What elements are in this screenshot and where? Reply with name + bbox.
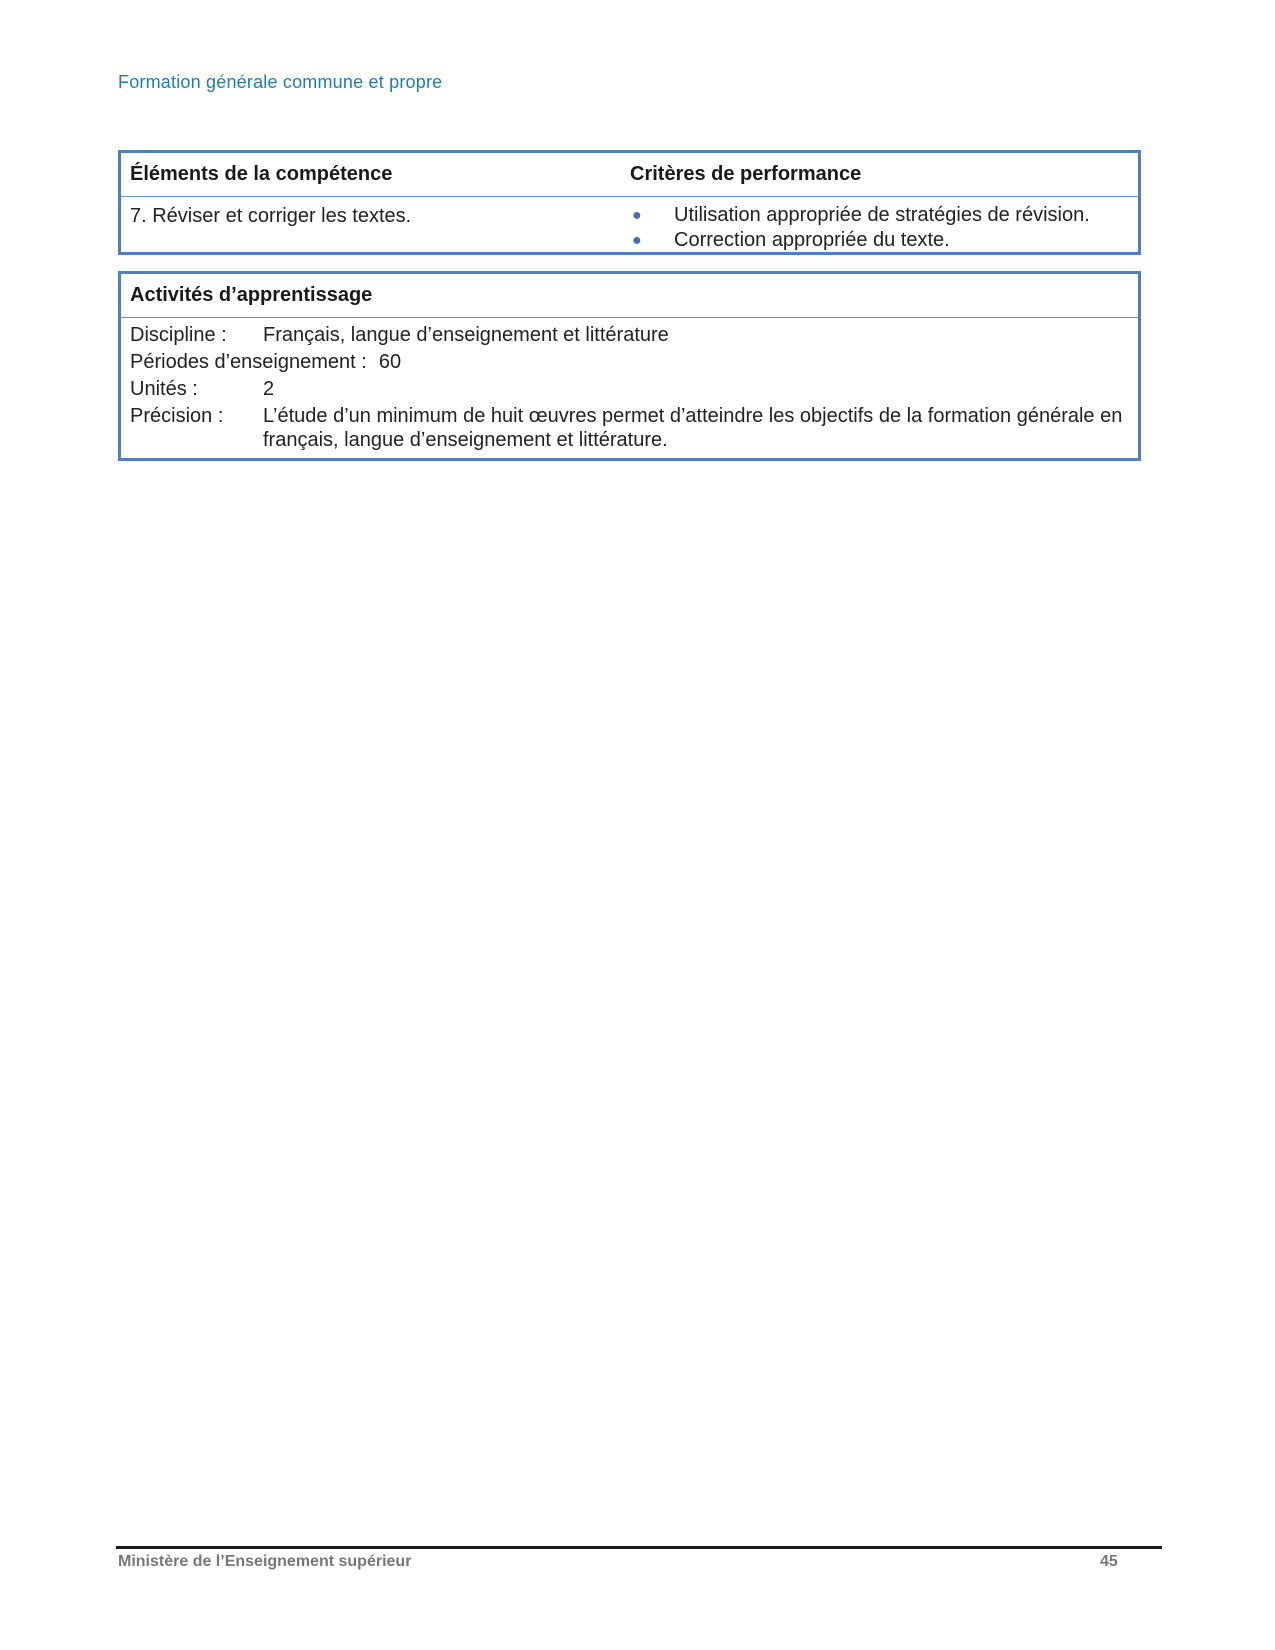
unites-value: 2 (263, 378, 275, 400)
periodes-value: 60 (378, 351, 402, 373)
criteria-text: Correction appropriée du texte. (674, 229, 950, 251)
unites-row (130, 376, 1129, 403)
footer-divider (116, 1546, 1162, 1549)
elements-header: Éléments de la compétence (130, 163, 393, 185)
bullet-icon: ● (632, 232, 642, 249)
criteres-header: Critères de performance (630, 163, 862, 185)
discipline-row (130, 322, 1129, 349)
criteria-text: Utilisation appropriée de stratégies de révision. (674, 204, 1090, 226)
competence-table-body (121, 197, 1138, 253)
periodes-label: Périodes d’enseignement : (130, 351, 367, 373)
footer-ministry: Ministère de l’Enseignement supérieur (118, 1553, 412, 1570)
bullet-icon: ● (632, 207, 642, 224)
precision-value: L’étude d’un minimum de huit œuvres permet d’atteindre les objectifs de la formation générale en français, langue d’enseignement et littérature. (263, 405, 1123, 451)
page-number: 45 (1100, 1553, 1118, 1570)
precision-label: Précision : (130, 405, 224, 427)
criteria-list (630, 203, 1138, 253)
criteria-cell (630, 203, 1138, 253)
discipline-value: Français, langue d’enseignement et littérature (263, 324, 669, 346)
competence-table (118, 150, 1141, 255)
periodes-row (130, 349, 1129, 376)
precision-row (130, 403, 1129, 452)
competence-table-header (121, 153, 1138, 197)
criteria-item (630, 203, 1138, 228)
unites-label: Unités : (130, 378, 198, 400)
activities-box (118, 271, 1141, 461)
criteria-item (630, 228, 1138, 253)
activities-body (121, 318, 1138, 452)
activities-title: Activités d’apprentissage (121, 274, 1138, 318)
discipline-label: Discipline : (130, 324, 227, 346)
element-text: 7. Réviser et corriger les textes. (130, 205, 412, 227)
running-header: Formation générale commune et propre (118, 72, 443, 92)
